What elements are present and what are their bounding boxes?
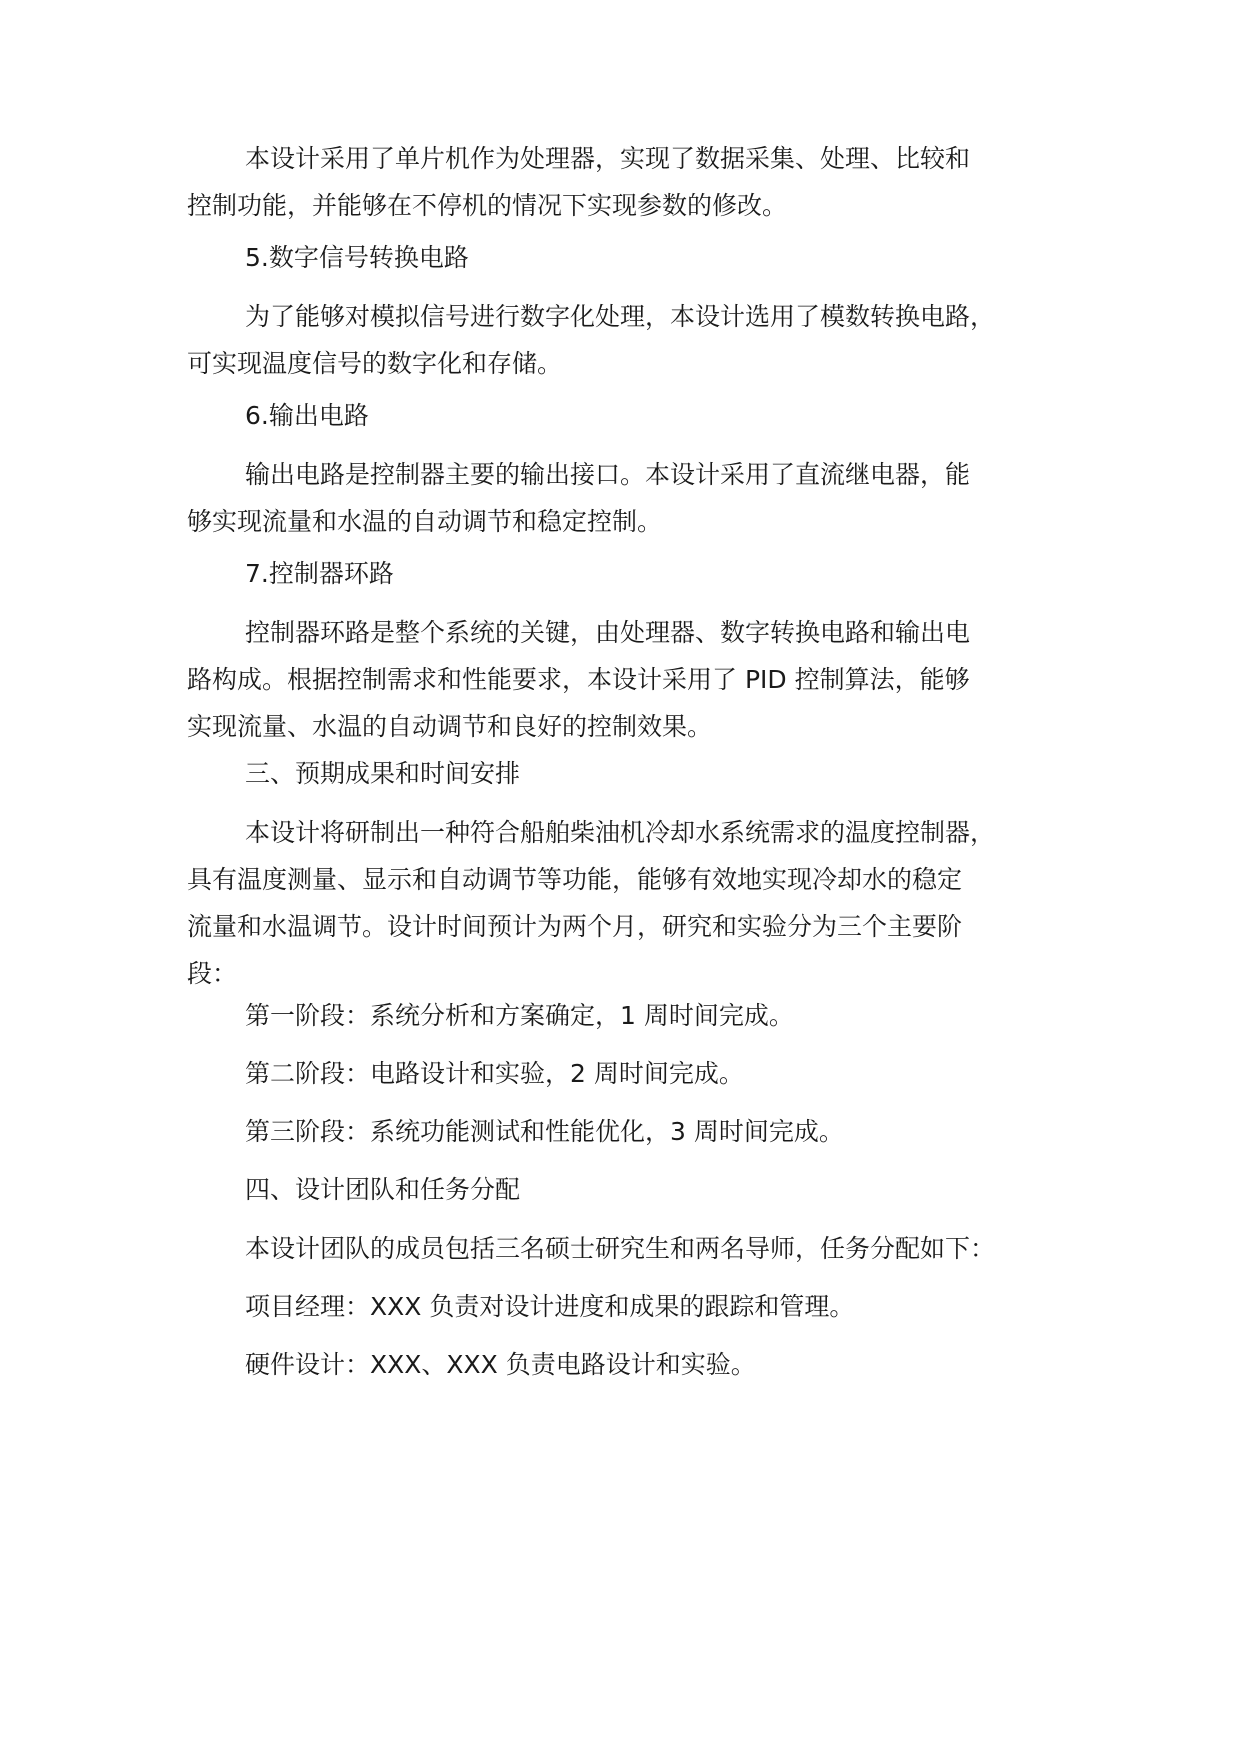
text-line: 可实现温度信号的数字化和存储。: [187, 349, 563, 378]
text-line: 具有温度测量、显示和自动调节等功能，能够有效地实现冷却水的稳定: [187, 865, 963, 894]
heading-controller-loop: [187, 550, 1077, 597]
text-line: 控制功能，并能够在不停机的情况下实现参数的修改。: [187, 191, 788, 220]
text-line: 路构成。根据控制需求和性能要求，本设计采用了 PID 控制算法，能够: [187, 665, 970, 694]
paragraph-expected-results: [187, 809, 1077, 997]
text-line: 硬件设计：XXX、XXX 负责电路设计和实验。: [245, 1350, 756, 1379]
text-line: 输出电路是控制器主要的输出接口。本设计采用了直流继电器，能: [245, 460, 971, 489]
paragraph-processor: [187, 135, 1077, 229]
text-line: 5.数字信号转换电路: [245, 243, 469, 272]
heading-expected-results: [187, 750, 1077, 797]
paragraph-output-circuit: [187, 451, 1077, 545]
text-line: 本设计团队的成员包括三名硕士研究生和两名导师，任务分配如下：: [245, 1234, 996, 1263]
text-line: 为了能够对模拟信号进行数字化处理，本设计选用了模数转换电路，: [245, 302, 996, 331]
text-line: 流量和水温调节。设计时间预计为两个月，研究和实验分为三个主要阶: [187, 912, 963, 941]
text-line: 本设计将研制出一种符合船舶柴油机冷却水系统需求的温度控制器，: [245, 818, 996, 847]
paragraph-adc: [187, 293, 1077, 387]
text-line: 第一阶段：系统分析和方案确定，1 周时间完成。: [245, 1001, 794, 1030]
role-hardware-design: [187, 1341, 1077, 1388]
heading-digital-signal-conversion: [187, 234, 1077, 281]
stage-two: [187, 1050, 1077, 1097]
text-line: 项目经理：XXX 负责对设计进度和成果的跟踪和管理。: [245, 1292, 855, 1321]
text-line: 控制器环路是整个系统的关键，由处理器、数字转换电路和输出电: [245, 618, 971, 647]
paragraph-controller-loop: [187, 609, 1077, 750]
text-line: 四、设计团队和任务分配: [245, 1175, 521, 1204]
text-line: 第二阶段：电路设计和实验，2 周时间完成。: [245, 1059, 744, 1088]
text-line: 三、预期成果和时间安排: [245, 759, 521, 788]
heading-team: [187, 1166, 1077, 1213]
heading-output-circuit: [187, 392, 1077, 439]
text-line: 够实现流量和水温的自动调节和稳定控制。: [187, 507, 663, 536]
stage-three: [187, 1108, 1077, 1155]
stage-one: [187, 992, 1077, 1039]
text-line: 第三阶段：系统功能测试和性能优化，3 周时间完成。: [245, 1117, 844, 1146]
text-line: 7.控制器环路: [245, 559, 394, 588]
paragraph-team: [187, 1225, 1077, 1272]
text-line: 段：: [187, 959, 238, 988]
text-line: 本设计采用了单片机作为处理器，实现了数据采集、处理、比较和: [245, 144, 971, 173]
role-project-manager: [187, 1283, 1077, 1330]
text-line: 实现流量、水温的自动调节和良好的控制效果。: [187, 712, 713, 741]
text-line: 6.输出电路: [245, 401, 369, 430]
